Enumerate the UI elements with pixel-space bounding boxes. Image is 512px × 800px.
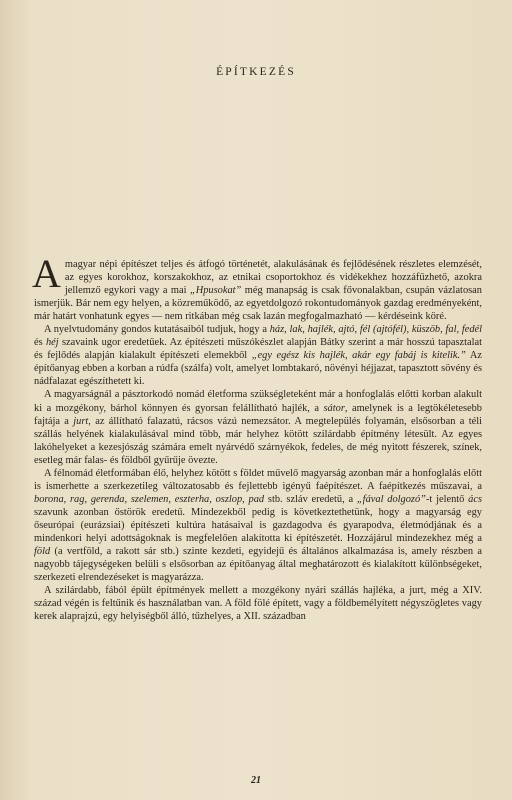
drop-cap: A [32,251,61,296]
paragraph-4: A félnomád életformában élő, helyhez kötött s földet művelő magyarság azonban már a honfoglalás előtt is ismerhette a szerkezetileg változatosabb és fejlettebb igényű faépítészet. A faépítkezés műszavai, a borona, rag, gerenda, szelemen, eszterha, oszlop, pad stb. szláv eredetű, a „fával dolgozó”-t jelentő ács szavunk azonban őstörök eredetű. Mindezekből pedig is következtethetünk, hogy a magyarság egy őseurópai (eurázsiai) építészeti kultúra hatásaival is gazdagodva és gyarapodva, életmódjának és a mindenkori helyi adottságoknak is megfelelően alakította ki építészetét. Hozzájárul mindezekhez még a föld (a vertföld, a rakott sár stb.) szinte kezdeti, egyidejű és általános alkalmazása is, amely részben a nagyobb tájegységeken belüli s elsősorban az építőanyag által meghatározott és kialakított különbségeket, szerkezeti elrendezéseket is magyarázza. [34,467,482,584]
paragraph-2: A nyelvtudomány gondos kutatásaiból tudjuk, hogy a ház, lak, hajlék, ajtó, fél (ajtófél), küszöb, fal, fedél és héj szavaink ugor eredetűek. Az építészeti műszókészlet alapján Bátky szerint a már hosszú tapasztalat és fejlődés alapján kialakult építészeti elemekből „egy egész kis hajlék, akár egy fabáj is kitelik.” Az építőanyag ebben a korban a rúdfa (szálfa) volt, amelyet lombtakaró, növényi héjjazat, tapasztott sövény és nádfalazat egészíthetett ki. [34,324,483,388]
body-text [32,251,483,623]
paragraph-3: A magyarságnál a pásztorkodó nomád életforma szükségleteként már a honfoglalás előtti korban alakult ki a mozgékony, bárhol könnyen és gyorsan felállítható hajlék, a sátor, amelynek is a legtökéletesebb fajtája a jurt, az állítható falazatú, rácsos vázú nemezsátor. A megtelepülés folyamán, elsősorban a téli szállás helyének kialakulásával mind több, már helyhez kötött szilárdabb építmény létesült. Az egyes lakóhelyeket a kezesjószág számára emelt nyárvédő szárnyékok, fedeles, de még nyitott fészerek, színek, esetleg már falas- és földből gyűrűje övezte. [34,389,482,466]
page-number: 21 [251,775,261,786]
paragraph-1: A magyar népi építészet teljes és átfogó történetét, alakulásának és fejlődésének részletes elemzését, az egyes korokhoz, korszakokhoz, az etnikai csoportokhoz és vidékekhez hozzáfűzhető, azokra jellemző egykori vagy a mai „Hpusokat” még manapság is csak fővonalakban, csupán vázlatosan ismerjük. Bár nem egy helyen, a közreműködő, az egyetdolgozó rokontudományok gazdag eredményeként, már határt vonhatunk egyes — nem ritkában még csak lazán megfogalmazható — kérdéseink köré. [32,251,482,323]
chapter-title: ÉPÍTKEZÉS [216,66,296,78]
paragraph-5: A szilárdabb, fából épült építmények mellett a mozgékony nyári szállás hajléka, a jurt, még a XIV. század végén is feltűnik és használatban van. A föld fölé épített, vagy a földbemélyített négyszögletes vagy kerek alaprajzú, egy helyiségből álló, tűzhelyes, a XII. században [34,585,482,623]
